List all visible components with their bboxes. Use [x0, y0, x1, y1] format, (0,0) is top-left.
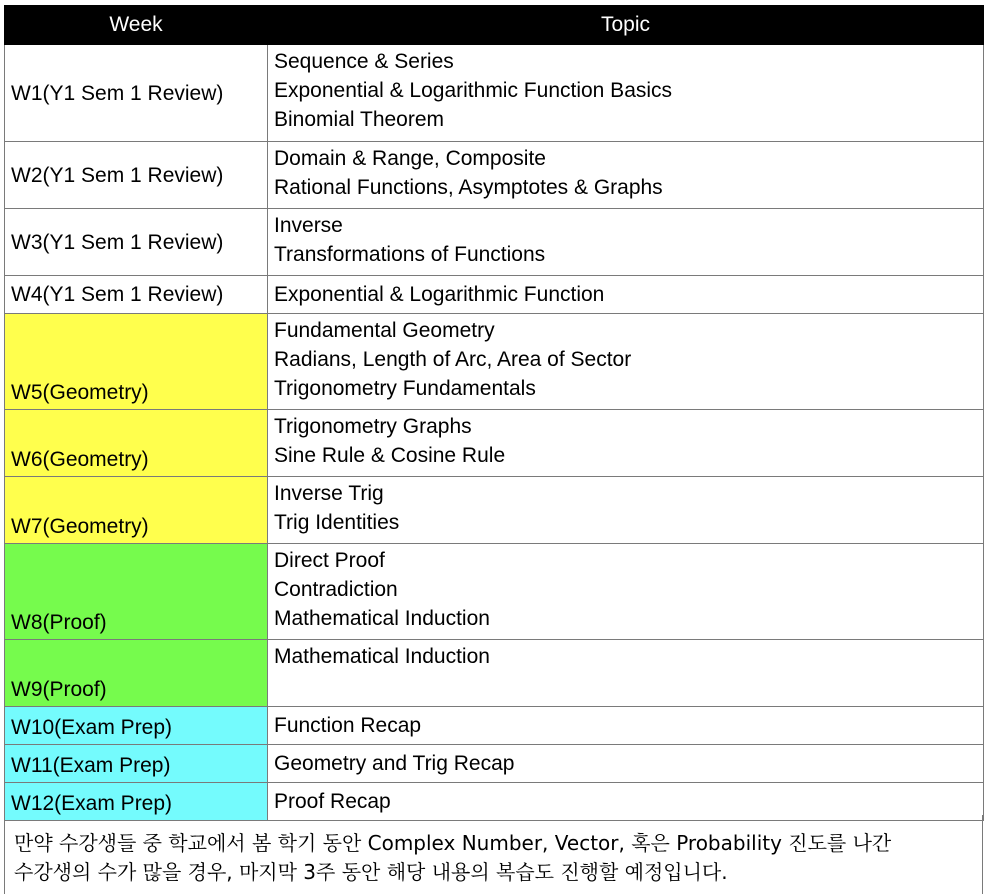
table-row [5, 45, 984, 142]
table-row [5, 707, 984, 745]
topic-line: Exponential & Logarithmic Function Basics [274, 79, 673, 102]
header-row [5, 6, 984, 45]
week-cell: W1(Y1 Sem 1 Review) [5, 45, 268, 142]
week-cell: W7(Geometry) [5, 477, 268, 544]
topic-cell [268, 544, 984, 640]
topic-column-header: Topic [268, 6, 984, 45]
topic-line: Trigonometry Fundamentals [274, 377, 536, 400]
topic-line: Trigonometry Graphs [274, 415, 472, 438]
topic-line: Direct Proof [274, 549, 385, 572]
table-row [5, 314, 984, 410]
table-row [5, 276, 984, 314]
week-cell: W4(Y1 Sem 1 Review) [5, 276, 268, 314]
topic-line: Domain & Range, Composite [274, 147, 546, 170]
topic-cell [268, 640, 984, 707]
topic-line: Mathematical Induction [274, 645, 490, 668]
note-line: 만약 수강생들 중 학교에서 봄 학기 동안 Complex Number, Vector, 혹은 Probability 진도를 나간 [14, 831, 892, 855]
week-cell: W5(Geometry) [5, 314, 268, 410]
table-row [5, 477, 984, 544]
topic-line: Sine Rule & Cosine Rule [274, 444, 506, 467]
note-line: 수강생의 수가 많을 경우, 마지막 3주 동안 해당 내용의 복습도 진행할 예정입니다. [14, 860, 728, 884]
table-row [5, 142, 984, 209]
topic-line: Binomial Theorem [274, 108, 445, 131]
topic-line: Contradiction [274, 578, 398, 601]
week-cell: W8(Proof) [5, 544, 268, 640]
topic-cell [268, 745, 984, 783]
week-cell: W12(Exam Prep) [5, 783, 268, 821]
schedule-note [4, 815, 983, 894]
topic-line: Function Recap [274, 714, 422, 737]
table-row [5, 745, 984, 783]
topic-line: Radians, Length of Arc, Area of Sector [274, 348, 632, 371]
topic-cell [268, 477, 984, 544]
topic-cell [268, 276, 984, 314]
topic-cell [268, 209, 984, 276]
topic-cell [268, 707, 984, 745]
topic-line: Fundamental Geometry [274, 319, 495, 342]
topic-line: Mathematical Induction [274, 607, 490, 630]
week-cell: W11(Exam Prep) [5, 745, 268, 783]
topic-line: Trig Identities [274, 511, 400, 534]
topic-line: Exponential & Logarithmic Function [274, 283, 605, 306]
table-row [5, 544, 984, 640]
week-column-header: Week [5, 6, 268, 45]
week-cell: W2(Y1 Sem 1 Review) [5, 142, 268, 209]
topic-line: Sequence & Series [274, 50, 454, 73]
week-cell: W10(Exam Prep) [5, 707, 268, 745]
topic-cell [268, 314, 984, 410]
table-row [5, 410, 984, 477]
topic-line: Proof Recap [274, 790, 391, 813]
topic-line: Geometry and Trig Recap [274, 752, 515, 775]
topic-line: Rational Functions, Asymptotes & Graphs [274, 176, 663, 199]
table-row [5, 640, 984, 707]
table-row [5, 209, 984, 276]
topic-cell [268, 45, 984, 142]
topic-cell [268, 410, 984, 477]
week-cell: W9(Proof) [5, 640, 268, 707]
topic-line: Inverse Trig [274, 482, 384, 505]
topic-cell [268, 142, 984, 209]
week-cell: W6(Geometry) [5, 410, 268, 477]
topic-line: Inverse [274, 214, 343, 237]
schedule-table [4, 5, 984, 821]
schedule-body [5, 45, 984, 821]
topic-line: Transformations of Functions [274, 243, 546, 266]
week-cell: W3(Y1 Sem 1 Review) [5, 209, 268, 276]
